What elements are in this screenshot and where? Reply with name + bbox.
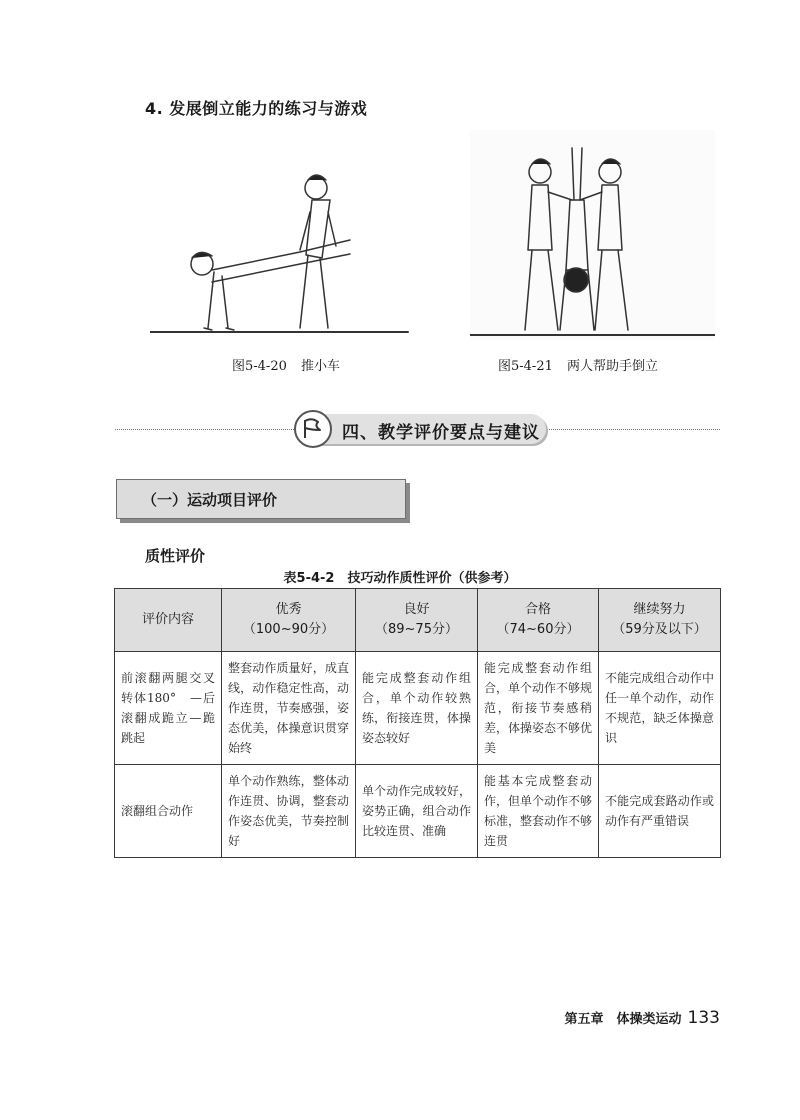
figure-wheelbarrow [150, 160, 410, 340]
caption-number: 图5-4-21 [498, 359, 553, 374]
table-caption: 表5-4-2 技巧动作质性评价（供参考） [283, 571, 517, 586]
caption-text: 推小车 [301, 359, 341, 374]
table-header-row [115, 589, 721, 652]
page-footer [565, 1008, 720, 1028]
page-number: 133 [687, 1008, 720, 1028]
section-heading: 4. 发展倒立能力的练习与游戏 [145, 99, 368, 118]
section-badge-icon [294, 410, 332, 448]
figure-caption [232, 355, 340, 374]
table-cell: 能完成整套动作组合，单个动作较熟练，衔接连贯，体操姿态较好 [356, 652, 478, 765]
evaluation-table [114, 588, 721, 858]
flag-icon [296, 412, 330, 446]
table-cell: 不能完成组合动作中任一单个动作，动作不规范，缺乏体操意识 [599, 652, 721, 765]
table-cell: 单个动作完成较好，姿势正确，组合动作比较连贯、准确 [356, 765, 478, 858]
header-cell: 继续努力 （59分及以下） [599, 589, 721, 652]
header-cell: 优秀 （100~90分） [222, 589, 356, 652]
table-cell: 单个动作熟练，整体动作连贯、协调，整套动作姿态优美，节奏控制好 [222, 765, 356, 858]
qualitative-label: 质性评价 [145, 547, 206, 565]
table-cell: 整套动作质量好，成直线，动作稳定性高，动作连贯，节奏感强，姿态优美，体操意识贯穿始终 [222, 652, 356, 765]
table-row [115, 652, 721, 765]
figure-caption [498, 355, 658, 374]
table-cell: 滚翻组合动作 [115, 765, 222, 858]
subsection-title: （一）运动项目评价 [142, 491, 278, 509]
table-row [115, 765, 721, 858]
header-cell: 合格 （74~60分） [478, 589, 599, 652]
table-cell: 前滚翻两腿交叉转体180° —后滚翻成跪立—跪跳起 [115, 652, 222, 765]
figure-assisted-handstand [470, 130, 715, 340]
chapter-label: 第五章 体操类运动 [564, 1012, 682, 1027]
table-cell: 能完成整套动作组合，单个动作不够规范，衔接节奏感稍差，体操姿态不够优美 [478, 652, 599, 765]
header-cell: 评价内容 [115, 589, 222, 652]
section-title: 四、教学评价要点与建议 [342, 423, 540, 443]
caption-number: 图5-4-20 [232, 359, 287, 374]
table-cell: 能基本完成整套动作，但单个动作不够标准，整套动作不够连贯 [478, 765, 599, 858]
header-cell: 良好 （89~75分） [356, 589, 478, 652]
table-cell: 不能完成套路动作或动作有严重错误 [599, 765, 721, 858]
caption-text: 两人帮助手倒立 [567, 359, 659, 374]
